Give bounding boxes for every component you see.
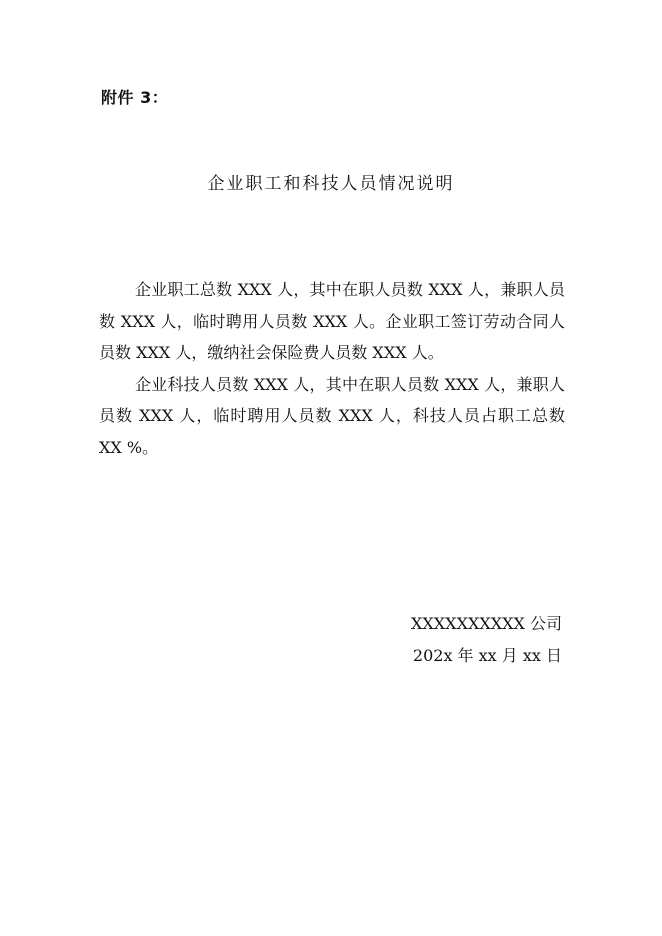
attachment-label: 附件 3： [101, 88, 169, 107]
paragraph-staff-summary: 企业职工总数 XXX 人，其中在职人员数 XXX 人，兼职人员数 XXX 人，临时聘用人员数 XXX 人。企业职工签订劳动合同人员数 XXX 人，缴纳社会保险费人员数 XXX 人。 [99, 280, 565, 362]
document-body [99, 274, 565, 463]
document-title: 企业职工和科技人员情况说明 [207, 174, 455, 194]
signature-block [411, 608, 562, 671]
signature-date: 202x 年 xx 月 xx 日 [412, 645, 562, 665]
paragraph-tech-staff-summary: 企业科技人员数 XXX 人，其中在职人员数 XXX 人，兼职人员数 XXX 人，临时聘用人员数 XXX 人，科技人员占职工总数 XX %。 [99, 374, 565, 457]
company-name: XXXXXXXXXX 公司 [411, 614, 562, 633]
